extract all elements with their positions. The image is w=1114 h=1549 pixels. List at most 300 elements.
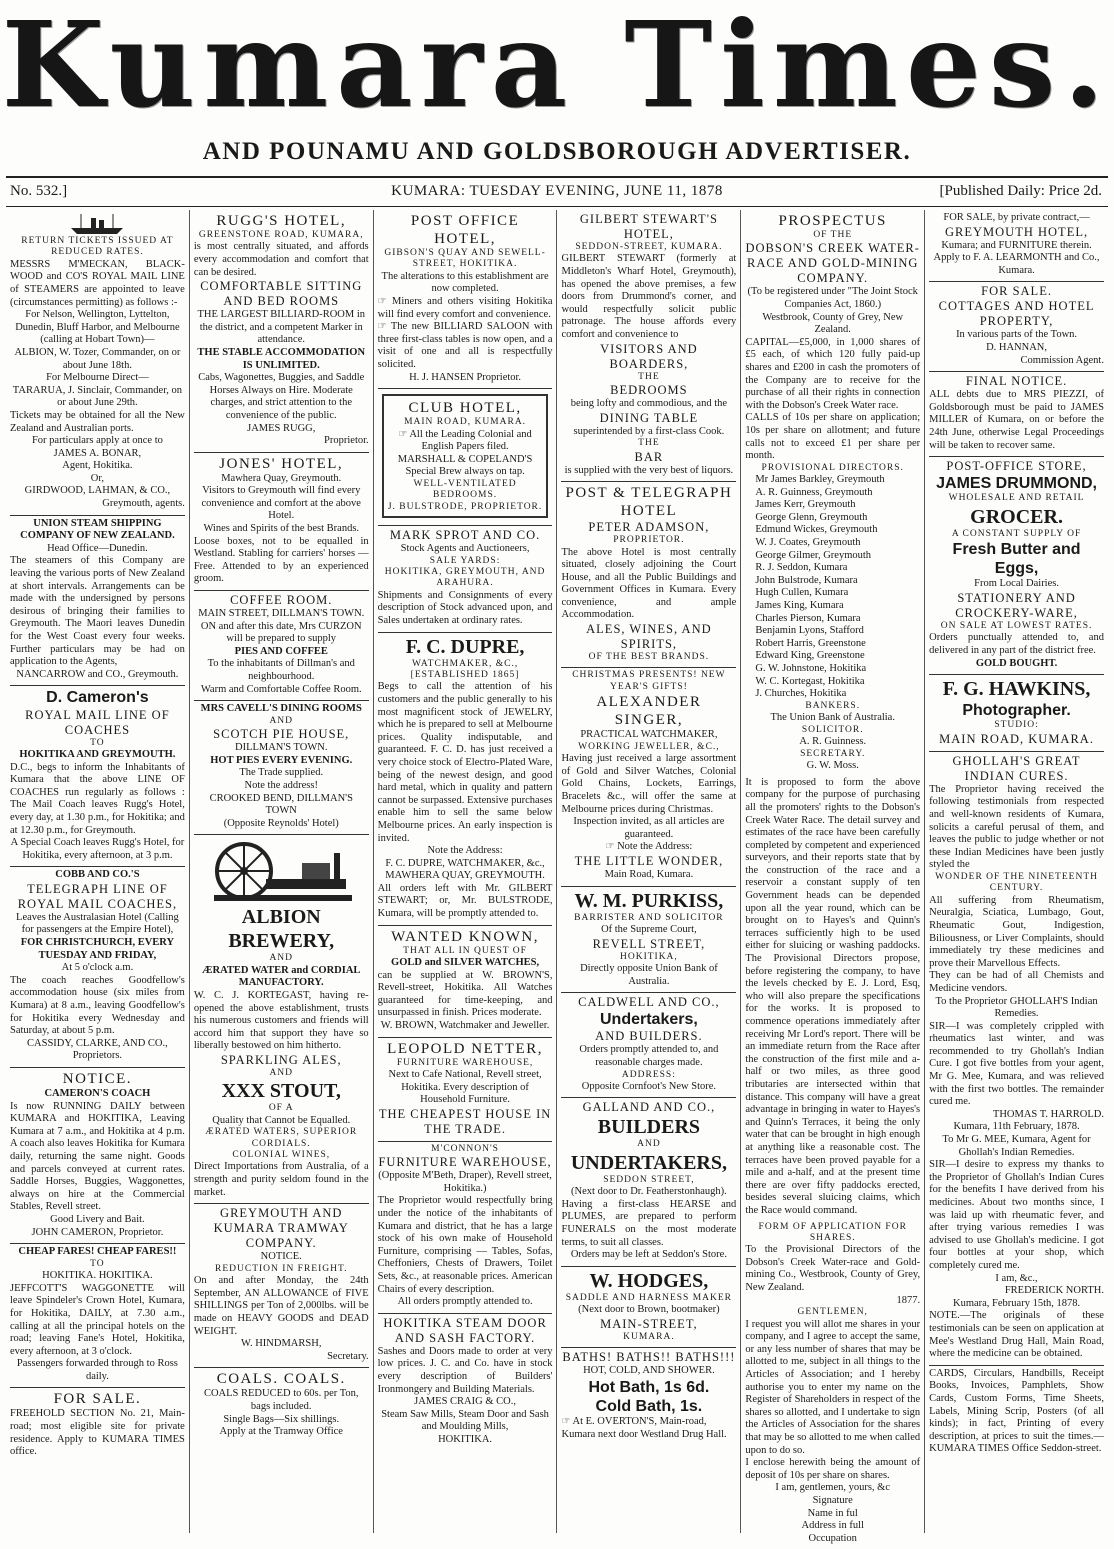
- form-occupation: Occupation: [808, 1532, 857, 1544]
- director: W. J. Coates, Greymouth: [755, 537, 861, 549]
- hodges-next: (Next door to Brown, bootmaker): [578, 1304, 720, 1316]
- gilbert-cook: superintended by a first-class Cook.: [573, 425, 725, 437]
- dupre-title: F. C. DUPRE,: [405, 635, 525, 658]
- director: A. R. Guinness, Greymouth: [755, 486, 873, 498]
- singer-body: Having just received a large assortment of Gold and Silver Watches, Colonial Gold Chains, Lockets, Earrings, Bracelets &c., will offer the same at Melbourne prices during Christmas.: [561, 753, 737, 815]
- union-agents: NANCARROW and CO., Greymouth.: [16, 668, 179, 680]
- ad-singer: [561, 668, 736, 886]
- ad-hodges: [561, 1267, 736, 1348]
- north-date: Kumara, February 15th, 1878.: [952, 1297, 1081, 1309]
- mcconnon-furn: FURNITURE WAREHOUSE,: [378, 1155, 552, 1170]
- issue-date: KUMARA: TUESDAY EVENING, JUNE 11, 1878: [391, 183, 723, 199]
- ruggs-billiard: THE LARGEST BILLIARD-ROOM in the district, and a competent Marker in attendance.: [197, 309, 365, 346]
- harrold-body: SIR—I was completely crippled with rheumatics last winter, and was recommended to try Ghollah's Indian Cure. I got five bottles from your agent, Mr G. Mee, Kumara, and was relieved with the first two bottles. The remainder cured me.: [929, 1020, 1104, 1108]
- albion-and: AND: [269, 953, 294, 964]
- purkiss-title: W. M. PURKISS,: [574, 889, 724, 912]
- baths-cold: Cold Bath, 1s.: [595, 1397, 703, 1415]
- netter-furn: FURNITURE WAREHOUSE,: [396, 1057, 534, 1068]
- wonder: WONDER OF THE NINETEENTH CENTURY.: [935, 871, 1098, 894]
- hodges-town: KUMARA.: [623, 1331, 675, 1342]
- mark-towns: HOKITIKA, GREYMOUTH, AND ARAHURA.: [384, 567, 546, 589]
- gilbert-bedrooms: BEDROOMS: [610, 382, 688, 397]
- notice-title: NOTICE.: [62, 1071, 133, 1088]
- ad-post-office-store: [929, 457, 1104, 675]
- director: James King, Kumara: [755, 600, 844, 612]
- director: James Kerr, Greymouth: [755, 499, 856, 511]
- to-proprietor: To the Proprietor GHOLLAH'S Indian Remedies.: [935, 995, 1098, 1020]
- cameron-body: D.C., begs to inform the Inhabitants of Kumara that the above LINE OF COACHES run regularly as follows : The Mail Coach leaves Rugg's Hotel, every day, at 1.30 p.m., for Hokitika; and at 12.30 p.m., for Greymouth.: [10, 761, 185, 836]
- caldwell-build: AND BUILDERS.: [595, 1029, 703, 1044]
- ad-hawkins: [929, 675, 1104, 752]
- forsale2-title: FOR SALE.: [981, 284, 1052, 299]
- ad-wanted-known: [378, 926, 553, 1038]
- of-a: OF A: [268, 1103, 294, 1114]
- ad-mark-sprot: [378, 526, 553, 633]
- ghollah-title: GHOLLAH'S GREAT INDIAN CURES.: [952, 753, 1081, 783]
- grocer: GROCER.: [970, 505, 1063, 528]
- cobb-for: FOR CHRISTCHURCH, EVERY TUESDAY AND FRIDAY,: [20, 937, 175, 961]
- galland-next: (Next door to Dr. Featherstonhaugh).: [571, 1186, 727, 1198]
- cheap-route: HOKITIKA. HOKITIKA.: [42, 1270, 153, 1282]
- ad-mcconnon: [378, 1142, 553, 1314]
- provisional-directors-title: PROVISIONAL DIRECTORS.: [761, 462, 904, 473]
- ruggs-addr: GREENSTONE ROAD, KUMARA,: [198, 230, 364, 240]
- galland-und: UNDERTAKERS,: [570, 1151, 727, 1174]
- pt-body: The above Hotel is most centrally situated, closely adjoining the Court House, and all the Public Buildings and Government Offices in Kumara. Every convenience, and ample Accommodation.: [561, 546, 737, 621]
- pt-title: POST & TELEGRAPH HOTEL: [565, 485, 733, 520]
- bonar-name: JAMES A. BONAR,: [53, 447, 142, 459]
- jones-title: JONES' HOTEL,: [219, 455, 344, 472]
- netter-cheap: THE CHEAPEST HOUSE IN THE TRADE.: [378, 1106, 552, 1136]
- wanted-sig: W. BROWN, Watchmaker and Jeweller.: [380, 1020, 550, 1032]
- or-text: Or,: [90, 472, 105, 484]
- westbrook: Westbrook, County of Grey, New Zealand.: [762, 311, 904, 336]
- mcconnon-title: M'CONNON'S: [431, 1143, 499, 1154]
- secretary-name: G. W. Moss.: [806, 760, 859, 772]
- calls: CALLS of 10s per share on application; 10s per share on allotment; and future calls not to exceed £1 per share per month.: [745, 412, 921, 462]
- form-name: Name in ful: [807, 1507, 858, 1519]
- gilbert-the: THE: [638, 371, 660, 382]
- director: R. J. Seddon, Kumara: [755, 562, 848, 574]
- melbourne-direct: For Melbourne Direct—: [46, 372, 149, 384]
- baths-addr: [561, 1416, 736, 1441]
- club-addr: MAIN ROAD, KUMARA.: [404, 417, 527, 428]
- ad-post-office-hotel: [378, 210, 553, 389]
- originals-note: NOTE.—The originals of these testimonials can be seen on application at Mee's Westland Drug Hall, Main Road, where the medicine can be obtained.: [929, 1310, 1104, 1360]
- club-marshall: MARSHALL & COPELAND'S Special Brew always on tap.: [397, 453, 533, 478]
- ad-netter: [378, 1038, 553, 1142]
- ad-post-telegraph-hotel: [561, 482, 736, 668]
- sparkling-ales: SPARKLING ALES,: [220, 1052, 342, 1067]
- coach-prop: JOHN CAMERON, Proprietor.: [31, 1226, 164, 1238]
- gilbert-body: GILBERT STEWART (formerly at Middleton's Wharf Hotel, Greymouth), has opened the above premises, a few doors from Drummond's corner, and would respectfully solicit public patronage. The house affords every comfort and convenience to: [561, 253, 737, 340]
- pt-prop2: PROPRIETOR.: [613, 535, 685, 546]
- ad-greymouth-hotel: [929, 210, 1104, 282]
- quality: Quality that Cannot be Equalled.: [212, 1114, 351, 1126]
- ad-caldwell: [561, 993, 736, 1098]
- hodges-trade: SADDLE AND HARNESS MAKER: [565, 1292, 733, 1303]
- mckellan-body: MESSRS M'MECKAN, BLACK-WOOD and CO'S ROYAL MAIL LINE of STEAMERS are appointed to leave (circumstances permitting) as follows :-: [10, 258, 185, 308]
- hodges-street: MAIN-STREET,: [600, 1316, 698, 1331]
- steam-town: HOKITIKA.: [438, 1433, 493, 1445]
- ruggs-prop: JAMES RUGG,: [247, 422, 316, 434]
- netter-title: LEOPOLD NETTER,: [387, 1040, 543, 1057]
- pointing-hand-icon: ☞: [377, 321, 387, 333]
- singer-title: ALEXANDER SINGER,: [596, 694, 702, 729]
- cameron-special: A Special Coach leaves Rugg's Hotel, for Hokitika, every afternoon, at 3 p.m.: [10, 837, 185, 861]
- ad-coffee-room: [194, 591, 369, 701]
- form-title: FORM OF APPLICATION FOR SHARES.: [758, 1221, 907, 1243]
- union-body: The steamers of this Company are leaving the various ports of New Zealand at short intervals. Arrangements can be made with the undersigned by persons desirous of bringing their families to Greymouth. The Maori leaves Dunedin for the West Coast every four weeks. Further particulars may be had on application to the Agents,: [10, 555, 185, 668]
- dupre-addr: F. C. DUPRE, WATCHMAKER, &c., MAWHERA QUAY, GREYMOUTH.: [385, 857, 545, 882]
- cobb-title: COBB AND CO.'S: [55, 869, 140, 881]
- gilbert-lofty: being lofty and commodious, and the: [570, 397, 728, 409]
- post-billiard: [378, 321, 553, 371]
- steam-title: HOKITIKA STEAM DOOR AND SASH FACTORY.: [383, 1315, 547, 1345]
- capital: CAPITAL—£5,000, in 1,000 shares of £5 each, of which 120 fully paid-up shares and £200 in cash the promoters of the Company are to receive for the purchase of all their rights in connection with the Dobson's Creek Water race.: [745, 336, 921, 411]
- post-title: POST OFFICE HOTEL,: [410, 213, 520, 247]
- purkiss-town: HOKITIKA,: [619, 951, 678, 962]
- form-year: 1877.: [896, 1294, 921, 1306]
- pointing-hand-icon: ☞: [605, 841, 615, 853]
- tramway-body: On and after Monday, the 24th September, AN ALLOWANCE of FIVE SHILLINGS per Ton of 2,000lbs. will be made on HEAVY GOODS and DEAD WEIGHT.: [193, 1275, 369, 1337]
- mckellan-routes: For Nelson, Wellington, Lyttelton, Dunedin, Bluff Harbor, and Melbourne (calling at Hobart Town)—: [15, 309, 180, 346]
- director: G. W. Johnstone, Hokitika: [755, 663, 867, 674]
- galland-orders: Orders may be left at Seddon's Store.: [570, 1249, 727, 1261]
- cavell-title: MRS CAVELL'S DINING ROOMS: [200, 703, 362, 715]
- coals-body: COALS REDUCED to 60s. per Ton, bags included.: [203, 1388, 359, 1412]
- coals-single: Single Bags—Six shillings.: [223, 1413, 340, 1425]
- chemists: They can be had of all Chemists and Medicine vendors.: [929, 970, 1104, 994]
- galland-and: AND: [637, 1139, 661, 1150]
- girdwood-agents: Greymouth, agents.: [102, 498, 185, 510]
- tramway-reduction: REDUCTION IN FREIGHT.: [215, 1263, 348, 1274]
- netter-body: Next to Cafe National, Revell street, Hokitika. Every description of Household Furniture.: [388, 1069, 542, 1106]
- solicitor-title: SOLICITOR.: [801, 724, 864, 735]
- ad-cobb: [10, 867, 185, 1068]
- mark-agents: Stock Agents and Auctioneers,: [400, 543, 530, 555]
- ad-coals: [194, 1368, 369, 1442]
- singer-trade: PRACTICAL WATCHMAKER,: [580, 729, 718, 741]
- club-prop: J. BULSTRODE, PROPRIETOR.: [387, 501, 543, 512]
- ad-galland: [561, 1098, 736, 1266]
- newspaper-subtitle: AND POUNAMU AND GOLDSBOROUGH ADVERTISER.: [202, 138, 912, 165]
- secretary-title: SECRETARY.: [800, 748, 866, 759]
- purkiss-street: REVELL STREET,: [592, 936, 706, 951]
- mark-body: Shipments and Consignments of every description of Stock advanced upon, and Sales undertaken at ordinary rates.: [377, 589, 553, 627]
- form-enclose: I enclose herewith being the amount of deposit of 10s per share on shares.: [745, 1457, 921, 1481]
- local-dairies: From Local Dairies.: [974, 578, 1059, 590]
- steam-engine-icon: [206, 839, 356, 903]
- form-sign: I am, gentlemen, yours, &c: [775, 1482, 891, 1494]
- director: John Bulstrode, Kumara: [755, 574, 858, 586]
- baths-hot: Hot Bath, 1s 6d.: [588, 1378, 710, 1396]
- jones-boxes: Loose boxes, not to be equalled in Westland. Stabling for carriers' horses —Free. Attended to by an experienced groom.: [193, 535, 369, 585]
- cottages-title: COTTAGES AND HOTEL PROPERTY,: [938, 299, 1095, 329]
- ad-gilbert-stewart: [561, 210, 736, 482]
- for-sale-title: FOR SALE.: [53, 1391, 142, 1408]
- wanted-gold: GOLD and SILVER WATCHES,: [391, 957, 540, 969]
- greymouth-hotel-title: GREYMOUTH HOTEL,: [945, 224, 1089, 239]
- bonar-agent: Agent, Hokitika.: [62, 460, 133, 472]
- gilbert-title: GILBERT STEWART'S HOTEL,: [579, 212, 718, 241]
- post-prop: H. J. HANSEN Proprietor.: [409, 371, 522, 383]
- ruggs-cabs: Cabs, Wagonettes, Buggies, and Saddle Horses Always on Hire. Moderate charges, and strict attention to the convenience of the public.: [198, 372, 365, 421]
- harrold-sig: THOMAS T. HARROLD.: [992, 1108, 1104, 1120]
- ghollah-body: The Proprietor having received the following testimonials from respected and well-known residents of Kumara, solicits a careful perusal of them, and leaves the public to judge whether or not these Indian Medicines have been justly styled the: [929, 783, 1104, 871]
- director: Benjamin Lyons, Stafford: [755, 625, 864, 637]
- return-tickets: RETURN TICKETS ISSUED AT REDUCED RATES.: [21, 236, 174, 258]
- column-3: [374, 210, 558, 1533]
- dupre-note: Note the Address:: [427, 845, 503, 857]
- ad-ruggs-hotel: [194, 210, 369, 453]
- to-mee: To Mr G. MEE, Kumara, Agent for Ghollah's Indian Remedies.: [942, 1134, 1091, 1158]
- purkiss-court: Of the Supreme Court,: [601, 923, 697, 935]
- cavell-note: Note the address!: [244, 779, 318, 791]
- ad-ghollah: [929, 752, 1104, 1366]
- coach-title: CAMERON'S COACH: [44, 1088, 151, 1100]
- prospectus-title: PROSPECTUS: [778, 213, 887, 229]
- caldwell-orders: Orders promptly attended to, and reasonable charges made.: [579, 1044, 719, 1068]
- tramway-sec: W. HINDMARSH,: [241, 1338, 322, 1350]
- cobb-time: At 5 o'clock a.m.: [61, 962, 134, 974]
- cobb-body: The coach reaches Goodfellow's accommodation house (six miles from Kumara) at 8 a.m., leaving Goodfellow's for Hokitika every Wednesday and Saturday, at about 5 p.m.: [10, 974, 185, 1037]
- apply-note: For particulars apply at once to: [31, 435, 163, 447]
- piezzi-body: ALL debts due to MRS PIEZZI, of Goldsborough must be paid to JAMES MILLER of Kumara, on or before the 24th June, otherwise Legal Proceedings will be taken to recover same.: [929, 389, 1104, 451]
- studio-label: STUDIO:: [994, 720, 1039, 731]
- cameron-line: ROYAL MAIL LINE OF COACHES: [25, 707, 170, 737]
- xmas-presents: CHRISTMAS PRESENTS! NEW YEAR'S GIFTS!: [572, 670, 726, 692]
- post-billiard-text: The new BILLIARD SALOON with three first-class tables is now open, and a visit of one and all is respectfully solicited.: [377, 321, 553, 370]
- dupre-body: Begs to call the attention of his customers and the public generally to his most magnificent stock of JEWELRY, which he is prepared to sell at Melbourne prices. Quality indisputable, and guaranteed. F. C. D. has just received a very choice stock of Electro-Plated Ware, being of the newest design, and good hard metal, which in quality and pattern cannot be surpassed. Extensive purchases enable him to sell the same below Melbourne prices. An early inspection is invited.: [377, 681, 553, 844]
- gilbert-supplied: is supplied with the very best of liquors.: [564, 464, 734, 476]
- post-miners-text: Miners and others visiting Hokitika will find every comfort and convenience.: [377, 295, 553, 320]
- ad-union-steam: [10, 516, 185, 687]
- singer-addr: Main Road, Kumara.: [604, 868, 694, 880]
- mcconnon-body: The Proprietor would respectfully bring under the notice of the inhabitants of Kumara and district, that he has a large stock of his own make of Household Furniture, comprising — Tables, Sofas, Cheffoniers, Chests of Drawers, Toilet Sets, &c., at reasonable prices. American Chairs of every description.: [377, 1195, 553, 1295]
- ad-cameron-coaches: [10, 686, 185, 867]
- gilbert-visitors: VISITORS AND BOARDERS,: [600, 341, 698, 371]
- apply-learmonth: Apply to F. A. LEARMONTH and Co., Kumara.: [933, 252, 1100, 276]
- drummond-name: JAMES DRUMMOND,: [936, 475, 1097, 493]
- director: J. Churches, Hokitika: [755, 688, 847, 700]
- dupre-est: [ESTABLISHED 1865]: [410, 670, 520, 680]
- ad-final-notice: [929, 372, 1104, 457]
- lowest-rates: ON SALE AT LOWEST RATES.: [940, 621, 1093, 632]
- director: Mr James Barkley, Greymouth: [755, 474, 885, 486]
- prospectus-body: It is proposed to form the above company for the purpose of purchasing all the promoters' rights to the Dobson's Creek Water Race. The detail survey and estimates of the race have been carefully completed by competent and experienced surveyors, and their reports state that by the construction of the race and a reservoir a constant supply of ten Government heads can be depended upon all the year round, which can be brought on to Hayes's and Quinn's terraces sufficiently high to be used either for sluicing or washing paddocks. The Provisional Directors propose, before registering the company, to have the levels checked by E. J. Lord, Esq, who will also prepare the specifications for the works. It is proposed to commence operations immediately after receiving Mr Lord's report. There will be an immediate return from the Race after the construction of the first mile and a-half or two miles, as three good tributaries are intersected within that distance. This company will have a great advantage in bringing in water to Hayes's and Quinn's Terraces, it being the only water that can be brought in high enough at anything like a reasonable cost. The terraces have been proved payable for a mile and a-half, and at the present time there are over fifty paddocks erected, besides several sluicing claims, which the Race would command.: [745, 776, 921, 1216]
- column-1: [6, 210, 190, 1533]
- columns: [6, 210, 1108, 1544]
- issue-number: No. 532.]: [10, 183, 68, 199]
- price-note: [Published Daily: Price 2d.: [939, 183, 1102, 199]
- post-addr: GIBSON'S QUAY AND SEWELL-STREET, HOKITIKA.: [384, 248, 546, 270]
- wanted-title: WANTED KNOWN,: [391, 928, 539, 945]
- cavell-hot: HOT PIES EVERY EVENING.: [210, 754, 353, 766]
- wholesale: WHOLESALE AND RETAIL: [948, 493, 1085, 504]
- tramway-notice: NOTICE.: [260, 1251, 302, 1263]
- registered: (To be registered under "The Joint Stock Companies Act, 1860.): [747, 286, 918, 310]
- ruggs-body: is most centrally situated, and affords every accommodation and comfort that can be desired.: [193, 241, 369, 278]
- club-hotel-box: [382, 394, 549, 518]
- cavell-opp: (Opposite Reynolds' Hotel): [223, 817, 339, 829]
- singer-note: [561, 841, 736, 854]
- director: Robert Harris, Greenstone: [755, 637, 866, 649]
- cobb-leaves: Leaves the Australasian Hotel (Calling for passengers at the Empire Hotel),: [16, 911, 179, 936]
- coffee-inhab: To the inhabitants of Dillman's and neighbourhood.: [207, 658, 355, 683]
- ad-club-hotel: [378, 389, 553, 526]
- bankers-title: BANKERS.: [805, 700, 861, 711]
- jeffcott-body: JEFFCOTT'S WAGGONETTE will leave Spindeler's Crown Hotel, Kumara, for Hokitika, DAILY, at 7.30 a.m., calling at all the principal hotels on the road; leaving Fane's Hotel, Hokitika, every afternoon, at 3 o'clock.: [10, 1282, 185, 1357]
- ad-purkiss: [561, 887, 736, 994]
- gilbert-the2: THE: [638, 438, 660, 449]
- jones-body: Visitors to Greymouth will find every convenience and comfort at the above Hotel.: [201, 485, 361, 522]
- sparkling-and: AND: [269, 1067, 294, 1078]
- ad-steam-factory: [378, 1314, 553, 1451]
- steam-sig: JAMES CRAIG & CO.,: [414, 1396, 516, 1408]
- ruggs-prop2: Proprietor.: [324, 435, 369, 447]
- albion-title: ALBION BREWERY,: [228, 906, 335, 953]
- wanted-sub: THAT ALL IN QUEST OF: [403, 945, 527, 956]
- tararua-ship: TARARUA, J. Sinclair, Commander, on or about June 29th.: [12, 384, 183, 409]
- wanted-body: can be supplied at W. BROWN'S, Revell-street, Hokitika. All Watches guaranteed for time-keeping, and unsurpassed in finish. Prices moderate.: [377, 969, 553, 1019]
- newspaper-title: Kumara Times.: [1, 0, 1113, 134]
- pointing-hand-icon: ☞: [561, 1416, 571, 1428]
- hawkins-name: F. G. HAWKINS,: [942, 678, 1091, 701]
- pt-ales: ALES, WINES, AND SPIRITS,: [586, 622, 712, 652]
- company-name: DOBSON'S CREEK WATER-RACE AND GOLD-MINING COMPANY.: [745, 241, 920, 286]
- column-4: [557, 210, 741, 1533]
- albion-ship: ALBION, W. Tozer, Commander, on or about June 18th.: [14, 346, 181, 371]
- direct-importations: Direct Importations from Australia, of a strength and purity seldom found in the market.: [193, 1161, 369, 1198]
- hodges-title: W. HODGES,: [589, 1269, 709, 1292]
- ruggs-stable: THE STABLE ACCOMMODATION IS UNLIMITED.: [197, 346, 366, 371]
- coffee-addr: MAIN STREET, DILLMAN'S TOWN.: [198, 608, 365, 620]
- club-papers: [387, 429, 544, 454]
- galland-title: GALLAND AND CO.,: [582, 1100, 716, 1115]
- constant-supply: A CONSTANT SUPPLY OF: [951, 528, 1082, 539]
- tickets-note: Tickets may be obtained for all the New Zealand and Australian ports.: [10, 409, 185, 434]
- ad-dupre: [378, 633, 553, 926]
- pointing-hand-icon: ☞: [398, 428, 408, 440]
- tramway-sec2: Secretary.: [327, 1350, 369, 1362]
- albion-aerated: ÆRATED WATER and CORDIAL MANUFACTORY.: [202, 964, 361, 989]
- aerated-waters: ÆRATED WATERS, SUPERIOR CORDIALS.: [205, 1127, 358, 1149]
- gilbert-bar: BAR: [634, 449, 664, 464]
- directors-list: [745, 474, 920, 701]
- girdwood-name: GIRDWOOD, LAHMAN, & CO.,: [24, 485, 171, 497]
- mcconnon-orders: All orders promptly attended to.: [397, 1296, 533, 1308]
- coffee-pies: PIES AND COFFEE: [234, 645, 328, 657]
- director: Hugh Cullen, Kumara: [755, 587, 849, 599]
- solicitor-name: A. R. Guinness.: [799, 736, 867, 748]
- dupre-orders: All orders left with Mr. GILBERT STEWART; or, Mr. BULSTRODE, Kumara, will be promptly attended to.: [377, 882, 553, 920]
- column-2: [190, 210, 374, 1533]
- forsale-contract: FOR SALE, by private contract,—: [943, 212, 1090, 223]
- cavell-crooked: CROOKED BEND, DILLMAN'S TOWN: [209, 792, 353, 817]
- jones-wines: Wines and Spirits of the best Brands.: [203, 523, 360, 535]
- mcconnon-opp: (Opposite M'Beth, Draper), Revell street, Hokitika.): [378, 1170, 552, 1194]
- dupre-trade: WATCHMAKER, &C.,: [411, 658, 519, 669]
- form-address: Address in full: [801, 1520, 864, 1532]
- column-6: [925, 210, 1108, 1533]
- cards-body: CARDS, Circulars, Handbills, Receipt Books, Invoices, Pamphlets, Show Cards, Custom Forms, Time Sheets, Labels, Mining Scrip, Posters (of all kinds); in fact, Printing of every description, at prices to suit the times.— KUMARA TIMES Office Seddon-street.: [929, 1367, 1104, 1455]
- caldwell-addr-label: ADDRESS:: [621, 1069, 676, 1080]
- director: George Gilmer, Greymouth: [755, 549, 872, 561]
- post-miners: [378, 296, 553, 321]
- jeffcott-passengers: Passengers forwarded through to Ross daily.: [16, 1358, 178, 1382]
- pos-title: POST-OFFICE STORE,: [946, 459, 1087, 474]
- caldwell-addr: Opposite Cornfoot's New Store.: [581, 1080, 717, 1092]
- freehold-body: FREEHOLD SECTION No. 21, Main-road; most eligible site for private residence. Apply to KUMARA TIMES office.: [10, 1408, 185, 1458]
- jones-addr: Mawhera Quay, Greymouth.: [221, 472, 342, 484]
- gilbert-dining: DINING TABLE: [599, 410, 699, 425]
- coffee-warm: Warm and Comfortable Coffee Room.: [200, 683, 362, 695]
- ad-freehold: [10, 1388, 185, 1462]
- director: Charles Pierson, Kumara: [755, 612, 861, 624]
- coach-body: Is now RUNNING DAILY between KUMARA and HOKITIKA, Leaving Kumara at 7 a.m., and Hokitika at 4 p.m. A coach also leaves Hokitika for Kumara daily, returning the same night. Goods and parcels conveyed at current rates. Saddle Horses, Buggies, Waggonettes, always on hire at the Commercial Stables, Revell street.: [10, 1100, 185, 1213]
- galland-build: BUILDERS: [597, 1116, 701, 1139]
- studio-addr: MAIN ROAD, KUMARA.: [939, 731, 1094, 746]
- director: Edward King, Greenstone: [755, 650, 865, 662]
- union-title: UNION STEAM SHIPPING COMPANY OF NEW ZEALAND.: [20, 517, 175, 542]
- prospectus-of-the: OF THE: [813, 230, 853, 240]
- pt-brands: OF THE BEST BRANDS.: [588, 652, 710, 663]
- baths-addr-text: At E. OVERTON'S, Main-road, Kumara next door Westland Drug Hall.: [561, 1416, 727, 1440]
- baths-sub: HOT, COLD, AND SHOWER.: [583, 1365, 715, 1377]
- cameron-title: D. Cameron's: [46, 689, 149, 707]
- ad-cameron-coach: [10, 1068, 185, 1244]
- greymouth-body: Kumara; and FURNITURE therein.: [941, 239, 1092, 251]
- singer-inspect: Inspection invited, as all articles are guaranteed.: [573, 816, 725, 840]
- ad-jones-hotel: [194, 453, 369, 591]
- column-5: [741, 210, 925, 1544]
- steamship-icon: [67, 212, 127, 236]
- director: George Glenn, Greymouth: [755, 511, 868, 523]
- cavell-scotch: SCOTCH PIE HOUSE,: [213, 727, 350, 742]
- fresh-butter: Fresh Butter and Eggs,: [952, 541, 1081, 578]
- harrold-date: Kumara, 11th February, 1878.: [953, 1121, 1080, 1133]
- club-title: CLUB HOTEL,: [408, 400, 522, 417]
- dateline: [6, 176, 1108, 207]
- singer-note-text: Note the Address:: [617, 841, 693, 853]
- director: W. C. Kortegast, Hokitika: [755, 675, 865, 687]
- form-signature: Signature: [812, 1494, 853, 1506]
- hannan-name: D. HANNAN,: [986, 341, 1048, 353]
- cameron-to: TO: [90, 737, 105, 748]
- suffering: All suffering from Rheumatism, Neuralgia, Sciatica, Lumbago, Gout, Rheumatic Gout, Indigestion, Biliousness, or Liver Complaints, should immediately try these medicines and prove their Marvellous Effects.: [929, 894, 1104, 969]
- tramway-title: GREYMOUTH AND KUMARA TRAMWAY COMPANY.: [213, 1206, 349, 1251]
- caldwell-title: CALDWELL AND CO.,: [578, 995, 720, 1010]
- post-body: The alterations to this establishment are now completed.: [381, 270, 549, 295]
- cavell-trade: The Trade supplied.: [239, 767, 324, 779]
- cameron-route: HOKITIKA AND GREYMOUTH.: [19, 748, 176, 760]
- purkiss-opp: Directly opposite Union Bank of Australia.: [580, 962, 718, 987]
- form-body: I request you will allot me shares in your company, and I agree to accept the same, or any less number of shares that may be allotted to me, subject in all things to the Articles of Association; and I hereby authorise you to enter my name on the Register of Shareholders in respect of the shares so allotted, and I undertake to sign the Articles of Association for the shares that may be so allotted to me when called upon to do so.: [745, 1318, 921, 1456]
- colonial-wines: COLONIAL WINES,: [232, 1150, 331, 1161]
- kortegast-body: W. C. J. KORTEGAST, having re-opened the above establishment, trusts his numerous customers and friends will accord him that support they have so liberally bestowed on him hitherto.: [193, 989, 369, 1052]
- ad-prospectus: [745, 210, 920, 1549]
- caldwell-und: Undertakers,: [599, 1011, 698, 1029]
- form-gentlemen: GENTLEMEN,: [797, 1307, 868, 1318]
- ad-cavell: [194, 701, 369, 835]
- galland-street: SEDDON STREET,: [603, 1174, 695, 1185]
- ad-jeffcott: [10, 1244, 185, 1388]
- coffee-title: COFFEE ROOM.: [230, 593, 333, 608]
- ruggs-comfort: COMFORTABLE SITTING AND BED ROOMS: [200, 279, 363, 309]
- ad-albion-brewery: [194, 835, 369, 1204]
- ruggs-title: RUGG'S HOTEL,: [216, 213, 347, 229]
